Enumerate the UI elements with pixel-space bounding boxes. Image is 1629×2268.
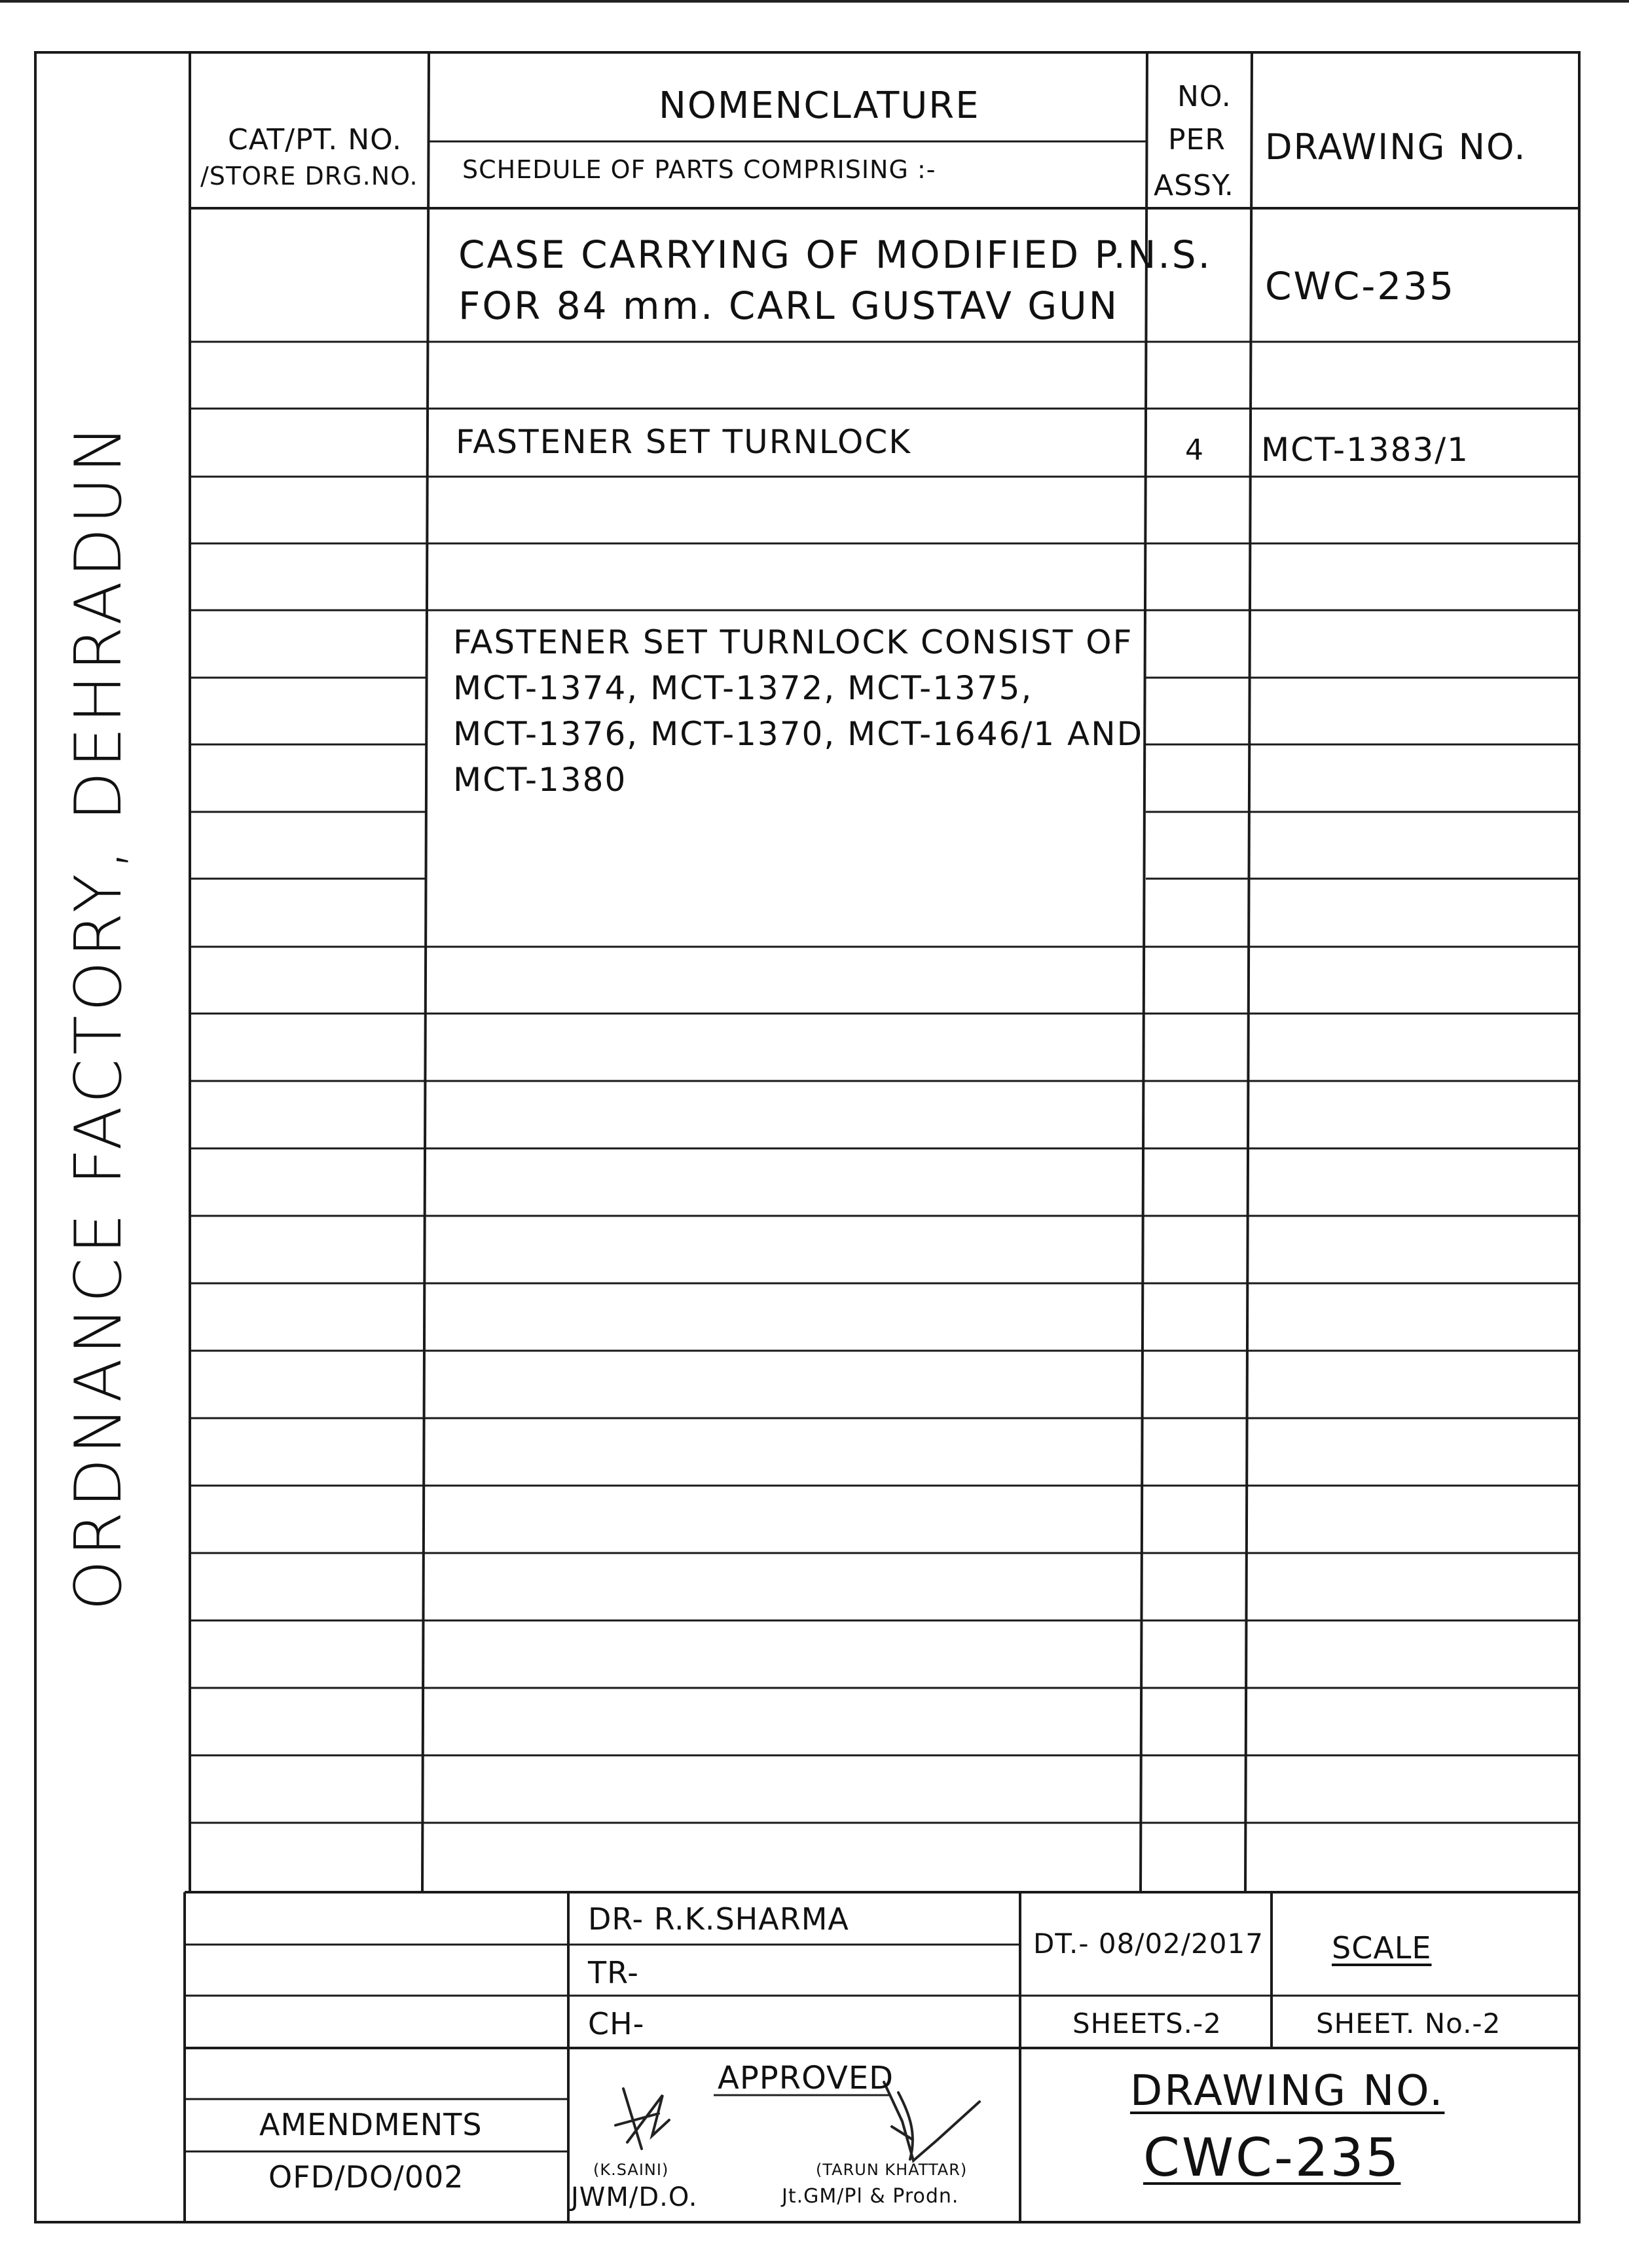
header-assy: ASSY. — [1154, 169, 1234, 202]
tb-signer2-title: Jt.GM/Pl & Prodn. — [782, 2185, 959, 2208]
tb-signer2-name: (TARUN KHATTAR) — [816, 2161, 968, 2179]
tb-scale: SCALE — [1332, 1930, 1432, 1966]
header-store-drg: /STORE DRG.NO. — [200, 162, 418, 191]
tb-sheet-no: SHEET. No.-2 — [1316, 2007, 1501, 2039]
row1-drawing: CWC-235 — [1265, 264, 1455, 308]
row3-nomenclature-line3: MCT-1376, MCT-1370, MCT-1646/1 AND — [453, 715, 1144, 753]
row2-nomenclature: FASTENER SET TURNLOCK — [456, 423, 912, 461]
row3-nomenclature-line1: FASTENER SET TURNLOCK CONSIST OF — [453, 623, 1133, 661]
tb-drawing-no-value: CWC-235 — [1143, 2127, 1401, 2188]
header-drawing-no: DRAWING NO. — [1265, 126, 1527, 168]
tb-traced-by: TR- — [588, 1955, 639, 1990]
row1-nomenclature-line2: FOR 84 mm. CARL GUSTAV GUN — [458, 284, 1120, 328]
row1-nomenclature-line1: CASE CARRYING OF MODIFIED P.N.S. — [458, 232, 1213, 277]
tb-checked-by: CH- — [588, 2006, 645, 2041]
outer-frame — [35, 52, 1579, 2222]
signature-tarun-khattar — [884, 2082, 979, 2161]
header-no: NO. — [1177, 80, 1232, 113]
header-nomenclature: NOMENCLATURE — [659, 84, 980, 127]
row2-qty: 4 — [1185, 433, 1205, 467]
tb-date: DT.- 08/02/2017 — [1033, 1928, 1264, 1960]
tb-signer1-name: (K.SAINI) — [593, 2161, 669, 2179]
header-cat-no: CAT/PT. NO. — [228, 123, 403, 156]
tb-signer1-title: JWM/D.O. — [571, 2182, 698, 2212]
side-factory-label: ORDNANCE FACTORY, DEHRADUN — [62, 421, 136, 1611]
tb-approved: APPROVED — [718, 2060, 894, 2096]
tb-form-no: OFD/DO/002 — [268, 2159, 464, 2195]
row2-drawing: MCT-1383/1 — [1261, 431, 1469, 469]
tb-drawn-by: DR- R.K.SHARMA — [588, 1901, 849, 1937]
tb-sheets: SHEETS.-2 — [1072, 2007, 1222, 2039]
tb-amendments: AMENDMENTS — [259, 2107, 483, 2142]
signature-k-saini — [615, 2089, 669, 2149]
row3-nomenclature-line2: MCT-1374, MCT-1372, MCT-1375, — [453, 669, 1033, 707]
header-schedule: SCHEDULE OF PARTS COMPRISING :- — [462, 155, 936, 184]
header-per: PER — [1168, 123, 1226, 156]
row3-nomenclature-line4: MCT-1380 — [453, 761, 627, 799]
tb-drawing-no-label: DRAWING NO. — [1130, 2067, 1445, 2115]
